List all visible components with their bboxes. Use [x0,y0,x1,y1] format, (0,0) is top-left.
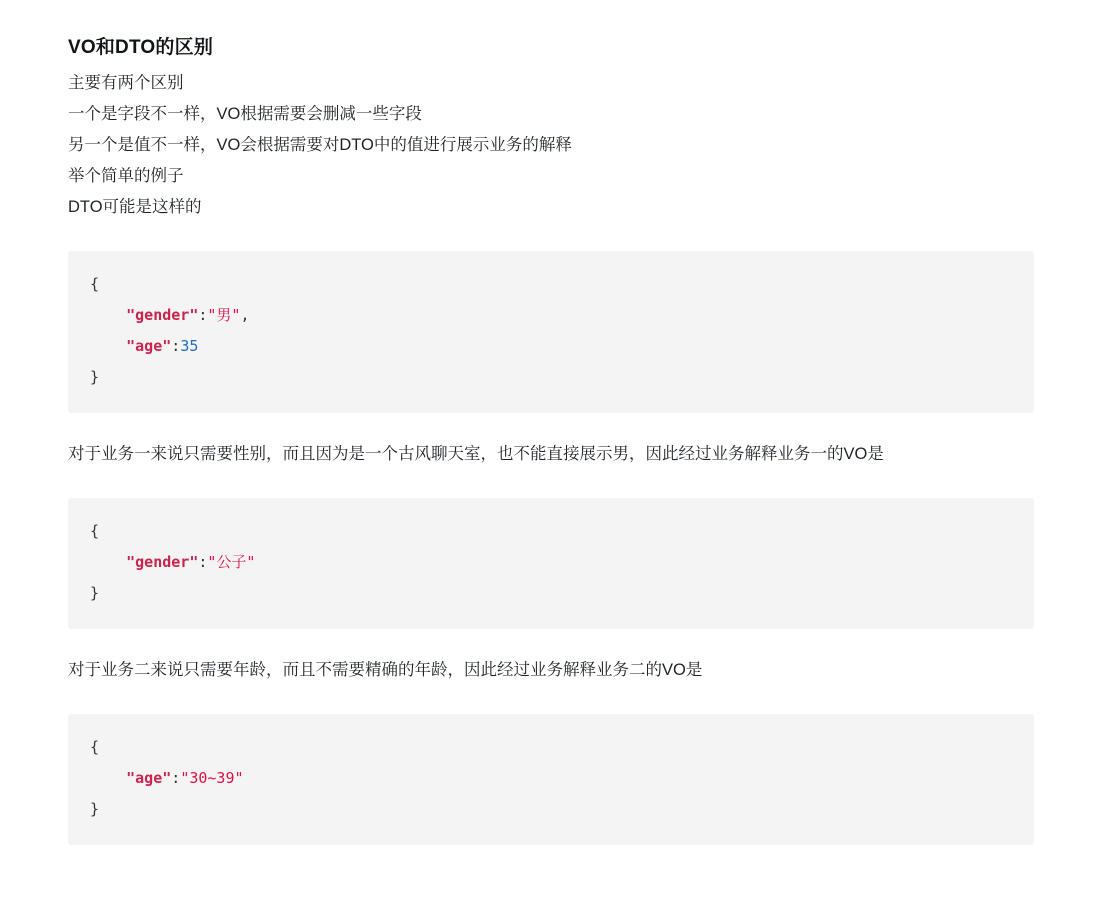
code-token-punct: : [198,553,208,571]
code-token-key: "gender" [126,306,199,324]
intro-line: 另一个是值不一样，VO会根据需要对DTO中的值进行展示业务的解释 [68,136,572,154]
intro-line: 一个是字段不一样，VO根据需要会删减一些字段 [68,105,422,123]
code-line [90,800,99,818]
code-token-punct: : [198,306,208,324]
code-token-punct: { [90,522,100,540]
code-line [90,337,198,355]
code-block-vo-business-one [68,498,1034,629]
page-title: VO和DTO的区别 [68,37,214,58]
code-token-num: 35 [180,337,199,355]
code-token-punct: } [90,368,100,386]
code-token-key: "age" [126,337,172,355]
code-block-vo-business-two [68,714,1034,845]
code-line [90,553,255,571]
code-token-punct: , [240,306,250,324]
code-token-punct: : [171,769,181,787]
intro-line: 主要有两个区别 [68,74,184,92]
code-line [90,769,244,787]
code-token-str: "男" [207,306,241,324]
code-token-punct: { [90,738,100,756]
code-line [90,275,99,293]
paragraph-business-one: 对于业务一来说只需要性别，而且因为是一个古风聊天室，也不能直接展示男，因此经过业务解释业务一的VO是 [68,445,884,463]
code-token-str: "公子" [207,553,256,571]
code-line [90,368,99,386]
code-token-key: "gender" [126,553,199,571]
code-token-indent [90,337,126,355]
code-token-str: "30~39" [180,769,244,787]
code-token-indent [90,306,126,324]
code-token-key: "age" [126,769,172,787]
code-token-punct: { [90,275,100,293]
code-token-punct: } [90,800,100,818]
intro-line: DTO可能是这样的 [68,198,202,216]
code-line [90,738,99,756]
code-line [90,522,99,540]
code-line [90,584,99,602]
code-line [90,306,250,324]
code-token-indent [90,553,126,571]
intro-line: 举个简单的例子 [68,167,184,185]
code-block-dto-example [68,251,1034,413]
code-token-punct: } [90,584,100,602]
code-token-indent [90,769,126,787]
intro-paragraph-group [68,68,1034,223]
code-token-punct: : [171,337,181,355]
paragraph-business-two: 对于业务二来说只需要年龄，而且不需要精确的年龄，因此经过业务解释业务二的VO是 [68,661,703,679]
